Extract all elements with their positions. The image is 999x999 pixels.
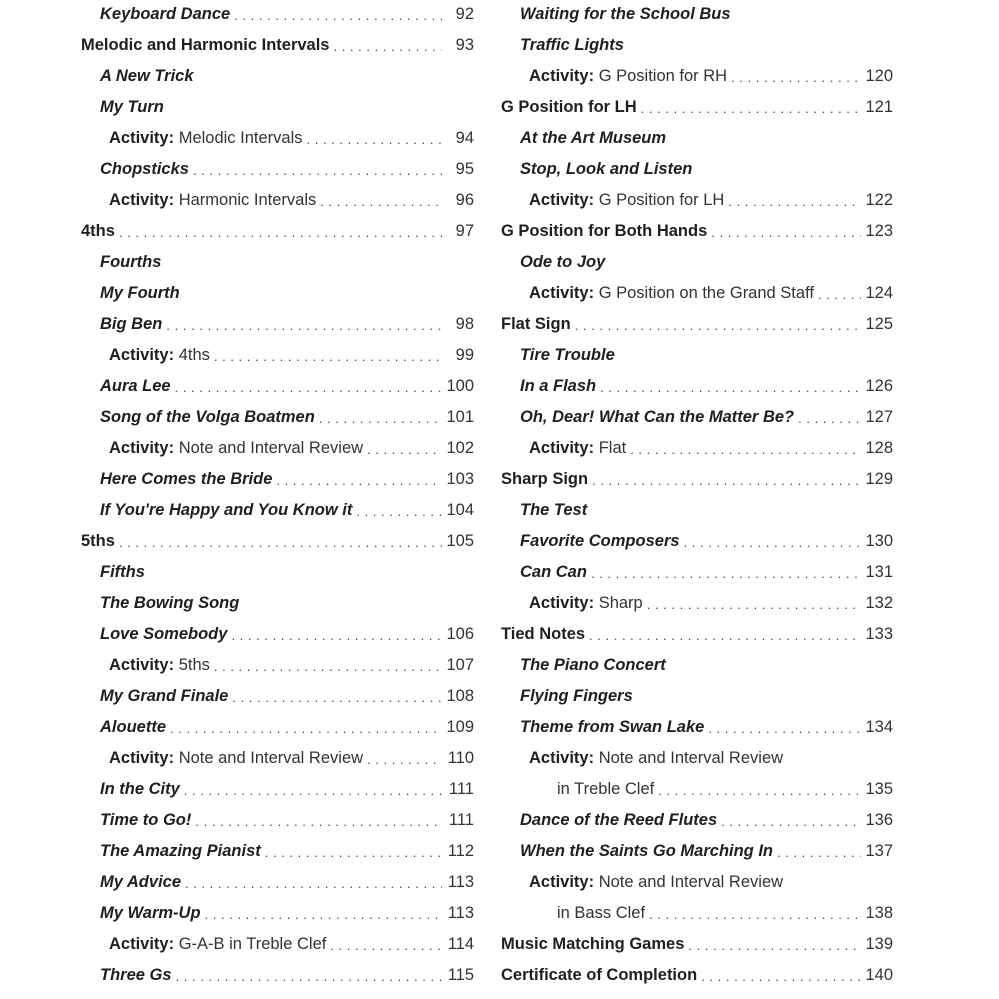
dot-leader	[591, 567, 861, 580]
toc-entry	[501, 805, 893, 836]
toc-section-title: Flat Sign	[501, 315, 571, 333]
page-number: 93	[455, 36, 474, 54]
toc-song-title: Waiting for the School Bus	[520, 5, 731, 23]
page-number: 113	[447, 873, 474, 891]
dot-leader	[184, 784, 442, 797]
page-number: 99	[455, 346, 474, 364]
toc-entry	[501, 402, 893, 433]
dot-leader	[649, 908, 861, 921]
toc-activity-title	[109, 439, 363, 458]
activity-text: Harmonic Intervals	[174, 191, 317, 209]
page-number: 108	[446, 687, 474, 705]
toc-song-title: The Bowing Song	[100, 594, 240, 612]
page-number: 122	[865, 191, 893, 209]
page-number: 121	[865, 98, 893, 116]
toc-song-title: Keyboard Dance	[100, 5, 231, 23]
toc-song-title: Favorite Composers	[520, 532, 680, 550]
toc-song-title: If You're Happy and You Know it	[100, 501, 353, 519]
toc-activity-title	[109, 346, 210, 365]
toc-entry	[501, 867, 893, 898]
page-number: 113	[447, 904, 474, 922]
toc-entry	[81, 247, 474, 278]
toc-entry	[81, 743, 474, 774]
activity-text: Note and Interval Review	[594, 873, 784, 891]
page-number: 104	[446, 501, 474, 519]
dot-leader	[166, 319, 442, 332]
dot-leader	[175, 381, 442, 394]
dot-leader	[592, 474, 861, 487]
toc-entry	[81, 340, 474, 371]
page-number: 127	[865, 408, 893, 426]
dot-leader	[119, 226, 442, 239]
toc-entry	[501, 557, 893, 588]
toc-song-title: Theme from Swan Lake	[520, 718, 705, 736]
toc-entry	[81, 495, 474, 526]
dot-leader	[214, 350, 442, 363]
dot-leader	[265, 846, 442, 859]
dot-leader	[630, 443, 861, 456]
dot-leader	[688, 939, 861, 952]
dot-leader	[600, 381, 861, 394]
page-number: 140	[865, 966, 893, 984]
toc-entry	[81, 929, 474, 960]
activity-text: 4ths	[174, 346, 210, 364]
activity-label: Activity:	[529, 873, 595, 891]
page-number: 107	[446, 656, 474, 674]
toc-entry	[501, 154, 893, 185]
toc-activity-title	[529, 873, 783, 892]
toc-entry	[81, 867, 474, 898]
activity-text: Melodic Intervals	[174, 129, 303, 147]
dot-leader	[367, 753, 442, 766]
toc-entry	[81, 402, 474, 433]
page-number: 100	[446, 377, 474, 395]
toc-song-title: Can Can	[520, 563, 587, 581]
dot-leader	[214, 660, 442, 673]
toc-section-title: Tied Notes	[501, 625, 586, 643]
dot-leader	[777, 846, 861, 859]
dot-leader	[731, 71, 861, 84]
dot-leader	[575, 319, 861, 332]
toc-song-title: Oh, Dear! What Can the Matter Be?	[520, 408, 795, 426]
page-number: 128	[865, 439, 893, 457]
toc-entry	[501, 526, 893, 557]
page-number: 97	[455, 222, 474, 240]
toc-entry	[81, 278, 474, 309]
dot-leader	[333, 40, 442, 53]
dot-leader	[119, 536, 442, 549]
toc-entry	[501, 464, 893, 495]
dot-leader	[195, 815, 442, 828]
toc-song-title: In a Flash	[520, 377, 597, 395]
toc-song-title: Flying Fingers	[520, 687, 633, 705]
page-number: 126	[865, 377, 893, 395]
activity-label: Activity:	[529, 749, 595, 767]
dot-leader	[641, 102, 861, 115]
toc-entry	[501, 898, 893, 929]
page-number: 132	[865, 594, 893, 612]
toc-song-title: My Warm-Up	[100, 904, 201, 922]
activity-text: Flat	[594, 439, 627, 457]
dot-leader	[176, 970, 442, 983]
toc-song-title: Stop, Look and Listen	[520, 160, 693, 178]
activity-label: Activity:	[109, 346, 175, 364]
toc-section-title: Melodic and Harmonic Intervals	[81, 36, 330, 54]
activity-label: Activity:	[529, 439, 595, 457]
page-number: 112	[447, 842, 474, 860]
toc-entry	[501, 61, 893, 92]
activity-label: Activity:	[109, 656, 175, 674]
dot-leader	[658, 784, 861, 797]
page-number: 135	[865, 780, 893, 798]
activity-text: 5ths	[174, 656, 210, 674]
toc-entry	[501, 619, 893, 650]
dot-leader	[701, 970, 861, 983]
toc-entry	[501, 340, 893, 371]
toc-song-title: My Grand Finale	[100, 687, 229, 705]
toc-entry	[81, 185, 474, 216]
toc-entry	[501, 650, 893, 681]
toc-entry	[81, 960, 474, 991]
toc-entry	[81, 433, 474, 464]
toc-song-title: The Piano Concert	[520, 656, 666, 674]
page-number: 139	[865, 935, 893, 953]
page-number: 125	[865, 315, 893, 333]
toc-song-title: My Fourth	[100, 284, 180, 302]
toc-song-title: At the Art Museum	[520, 129, 667, 147]
activity-label: Activity:	[109, 439, 175, 457]
page-number: 115	[447, 966, 474, 984]
toc-entry	[501, 0, 893, 30]
toc-entry	[501, 216, 893, 247]
dot-leader	[234, 9, 442, 22]
toc-entry	[501, 278, 893, 309]
toc-entry	[501, 371, 893, 402]
page-number: 120	[865, 67, 893, 85]
toc-entry	[501, 185, 893, 216]
toc-song-title: Three Gs	[100, 966, 172, 984]
page-number: 124	[865, 284, 893, 302]
toc-entry	[81, 557, 474, 588]
dot-leader	[319, 412, 442, 425]
toc-activity-title	[109, 129, 303, 148]
activity-text: G Position on the Grand Staff	[594, 284, 814, 302]
toc-entry	[501, 588, 893, 619]
toc-entry	[81, 619, 474, 650]
toc-song-title: Fifths	[100, 563, 145, 581]
toc-section-title: G Position for LH	[501, 98, 637, 116]
toc-continuation-title: in Treble Clef	[557, 780, 655, 798]
page-number: 129	[865, 470, 893, 488]
toc-activity-title	[529, 439, 626, 458]
toc-entry	[81, 216, 474, 247]
toc-entry	[501, 433, 893, 464]
dot-leader	[721, 815, 861, 828]
toc-song-title: The Amazing Pianist	[100, 842, 261, 860]
page-number: 94	[455, 129, 474, 147]
activity-label: Activity:	[529, 594, 595, 612]
page-number: 111	[448, 780, 474, 798]
toc-section-title: Music Matching Games	[501, 935, 685, 953]
toc-activity-title	[529, 594, 643, 613]
page-number: 92	[455, 5, 474, 23]
page-number: 101	[446, 408, 474, 426]
dot-leader	[330, 939, 442, 952]
activity-label: Activity:	[109, 191, 175, 209]
toc-song-title: Here Comes the Bride	[100, 470, 273, 488]
toc-song-title: Traffic Lights	[520, 36, 624, 54]
page-number: 98	[455, 315, 474, 333]
toc-activity-title	[109, 749, 363, 768]
toc-song-title: Tire Trouble	[520, 346, 615, 364]
toc-activity-title	[529, 284, 814, 303]
activity-text: Note and Interval Review	[174, 749, 364, 767]
toc-song-title: Dance of the Reed Flutes	[520, 811, 718, 829]
page-number: 137	[865, 842, 893, 860]
toc-song-title: Fourths	[100, 253, 162, 271]
page-number: 95	[455, 160, 474, 178]
page-number: 133	[865, 625, 893, 643]
toc-entry	[81, 526, 474, 557]
toc-entry	[81, 154, 474, 185]
toc-entry	[81, 464, 474, 495]
toc-entry	[501, 774, 893, 805]
dot-leader	[185, 877, 442, 890]
page-number: 110	[447, 749, 474, 767]
dot-leader	[170, 722, 442, 735]
dot-leader	[367, 443, 442, 456]
dot-leader	[276, 474, 442, 487]
dot-leader	[711, 226, 861, 239]
activity-label: Activity:	[529, 67, 595, 85]
toc-entry	[81, 30, 474, 61]
toc-activity-title	[109, 191, 316, 210]
dot-leader	[320, 195, 442, 208]
page-number: 106	[446, 625, 474, 643]
toc-song-title: My Advice	[100, 873, 182, 891]
toc-activity-title	[109, 656, 210, 675]
dot-leader	[231, 629, 442, 642]
toc-entry	[501, 247, 893, 278]
toc-entry	[81, 371, 474, 402]
toc-continuation-title: in Bass Clef	[557, 904, 646, 922]
toc-entry	[81, 774, 474, 805]
toc-section-title: Certificate of Completion	[501, 966, 698, 984]
dot-leader	[647, 598, 861, 611]
toc-entry	[81, 898, 474, 929]
toc-entry	[81, 309, 474, 340]
dot-leader	[818, 288, 861, 301]
toc-song-title: Alouette	[100, 718, 166, 736]
toc-entry	[501, 123, 893, 154]
dot-leader	[589, 629, 861, 642]
page-number: 134	[865, 718, 893, 736]
page-number: 138	[865, 904, 893, 922]
toc-activity-title	[529, 67, 727, 86]
toc-entry	[501, 743, 893, 774]
activity-text: Note and Interval Review	[174, 439, 364, 457]
toc-section-title: 5ths	[81, 532, 115, 550]
toc-song-title: Love Somebody	[100, 625, 228, 643]
toc-entry	[81, 712, 474, 743]
page-number: 96	[455, 191, 474, 209]
toc-song-title: Time to Go!	[100, 811, 192, 829]
page-number: 111	[448, 811, 474, 829]
activity-label: Activity:	[529, 284, 595, 302]
toc-song-title: Big Ben	[100, 315, 163, 333]
toc-entry	[81, 681, 474, 712]
toc-section-title: 4ths	[81, 222, 115, 240]
toc-entry	[81, 61, 474, 92]
toc-activity-title	[109, 935, 326, 954]
toc-entry	[501, 681, 893, 712]
toc-entry	[501, 92, 893, 123]
activity-text: G Position for LH	[594, 191, 725, 209]
toc-entry	[501, 929, 893, 960]
dot-leader	[307, 133, 443, 146]
toc-song-title: A New Trick	[100, 67, 194, 85]
dot-leader	[684, 536, 861, 549]
dot-leader	[232, 691, 442, 704]
toc-song-title: When the Saints Go Marching In	[520, 842, 774, 860]
toc-entry	[501, 712, 893, 743]
toc-activity-title	[529, 191, 724, 210]
activity-text: Sharp	[594, 594, 643, 612]
toc-entry	[501, 495, 893, 526]
toc-section-title: Sharp Sign	[501, 470, 589, 488]
toc-song-title: Ode to Joy	[520, 253, 606, 271]
dot-leader	[193, 164, 442, 177]
toc-entry	[81, 123, 474, 154]
toc-entry	[501, 960, 893, 991]
toc-section-title: G Position for Both Hands	[501, 222, 708, 240]
dot-leader	[356, 505, 442, 518]
activity-label: Activity:	[529, 191, 595, 209]
toc-entry	[81, 650, 474, 681]
activity-text: Note and Interval Review	[594, 749, 784, 767]
dot-leader	[708, 722, 861, 735]
page-number: 123	[865, 222, 893, 240]
dot-leader	[798, 412, 861, 425]
toc-song-title: The Test	[520, 501, 588, 519]
activity-label: Activity:	[109, 129, 175, 147]
toc-entry	[501, 309, 893, 340]
activity-label: Activity:	[109, 749, 175, 767]
toc-song-title: Chopsticks	[100, 160, 189, 178]
toc-entry	[81, 805, 474, 836]
page-number: 103	[446, 470, 474, 488]
page-number: 114	[447, 935, 474, 953]
dot-leader	[205, 908, 442, 921]
page-number: 136	[865, 811, 893, 829]
page-number: 102	[446, 439, 474, 457]
toc-entry	[81, 588, 474, 619]
page-number: 105	[446, 532, 474, 550]
activity-label: Activity:	[109, 935, 175, 953]
toc-activity-title	[529, 749, 783, 768]
activity-text: G Position for RH	[594, 67, 728, 85]
toc-entry	[501, 836, 893, 867]
toc-song-title: My Turn	[100, 98, 164, 116]
toc-entry	[81, 0, 474, 30]
toc-entry	[81, 836, 474, 867]
page-number: 131	[865, 563, 893, 581]
page-number: 130	[865, 532, 893, 550]
toc-song-title: In the City	[100, 780, 180, 798]
page-number: 109	[446, 718, 474, 736]
activity-text: G-A-B in Treble Clef	[174, 935, 327, 953]
toc-entry	[81, 92, 474, 123]
dot-leader	[728, 195, 861, 208]
toc-song-title: Aura Lee	[100, 377, 171, 395]
toc-entry	[501, 30, 893, 61]
toc-song-title: Song of the Volga Boatmen	[100, 408, 315, 426]
